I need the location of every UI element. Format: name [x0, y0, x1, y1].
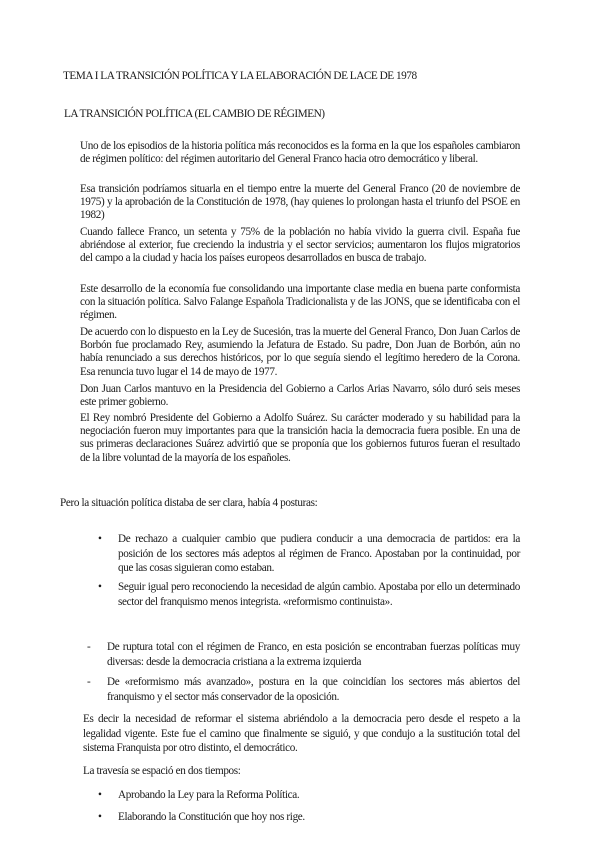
dash-marker: - [87, 641, 91, 653]
conclusion-paragraph: Es decir la necesidad de reformar el sistema abriéndolo a la democracia pero desde el respeto a la legalidad vigente. Este fue el camino que finalmente se siguió, y que condujo a la sustitución total del sistema Franquista por otro distinto, el democrático. [83, 713, 520, 755]
paragraph: Uno de los episodios de la historia política más reconocidos es la forma en la que los españoles cambiaron de régimen político: del régimen autoritario del General Franco hacia otro democrático y liberal. [80, 140, 520, 166]
list-item [87, 675, 520, 704]
paragraph: Cuando fallece Franco, un setenta y 75% de la población no había vivido la guerra civil. España fue abriéndose al exterior, fue creciendo la industria y el sector servicios; aumentaron los flujos migratorios del campo a la ciudad y hacia los países europeos desarrollados en busca de trabajo. [80, 226, 520, 265]
bullet-marker: • [98, 811, 102, 823]
postures-intro: Pero la situación política distaba de ser clara, había 4 posturas: [60, 497, 318, 509]
paragraph: De acuerdo con lo dispuesto en la Ley de Sucesión, tras la muerte del General Franco, Don Juan Carlos de Borbón fue proclamado Rey, asumiendo la Jefatura de Estado. Su padre, Don Juan de Borbón, aún no había renunciado a sus derechos históricos, por lo que seguía siendo el legítimo heredero de la Corona. Esa renuncia tuvo lugar el 14 de mayo de 1977. [80, 326, 520, 378]
list-item-text: Aprobando la Ley para la Reforma Política. [118, 789, 300, 801]
bullet-marker: • [98, 533, 102, 545]
section-heading: LA TRANSICIÓN POLÍTICA (EL CAMBIO DE RÉGIMEN) [64, 108, 325, 120]
list-item-text: De ruptura total con el régimen de Franco, en esta posición se encontraban fuerzas políticas muy diversas: desde la democracia cristiana a la extrema izquierda [107, 641, 520, 668]
paragraph: Este desarrollo de la economía fue consolidando una importante clase media en buena parte conformista con la situación política. Salvo Falange Española Tradicionalista y de las JONS, que se identificaba con el régimen. [80, 283, 520, 322]
list-item-text: Elaborando la Constitución que hoy nos rige. [118, 811, 305, 823]
list-item [98, 532, 520, 576]
paragraph: El Rey nombró Presidente del Gobierno a Adolfo Suárez. Su carácter moderado y su habilidad para la negociación fueron muy importantes para que la transición hacia la democracia fuera posible. En una de sus primeras declaraciones Suárez advirtió que se proponía que los gobiernos futuros fueran el resultado de la libre voluntad de la mayoría de los españoles. [80, 412, 520, 464]
travesia-line: La travesía se espació en dos tiempos: [83, 765, 241, 777]
list-item-text: De «reformismo más avanzado», postura en la que coincidían los sectores más abiertos del franquismo y el sector más conservador de la oposición. [107, 676, 520, 703]
list-item [98, 788, 520, 803]
document-title: TEMA I LA TRANSICIÓN POLÍTICA Y LA ELABORACIÓN DE LACE DE 1978 [63, 70, 417, 82]
paragraph: Don Juan Carlos mantuvo en la Presidencia del Gobierno a Carlos Arias Navarro, sólo duró seis meses este primer gobierno. [80, 383, 520, 409]
list-item-text: De rechazo a cualquier cambio que pudiera conducir a una democracia de partidos: era la posición de los sectores más adeptos al régimen de Franco. Apostaban por la continuidad, por que las cosas siguieran como estaban. [118, 533, 520, 575]
list-item [98, 580, 520, 609]
dash-marker: - [87, 676, 91, 688]
list-item [87, 640, 520, 669]
bullet-marker: • [98, 789, 102, 801]
list-item-text: Seguir igual pero reconociendo la necesidad de algún cambio. Apostaba por ello un determinado sector del franquismo menos integrista. «reformismo continuista». [118, 581, 520, 608]
bullet-marker: • [98, 581, 102, 593]
paragraph: Esa transición podríamos situarla en el tiempo entre la muerte del General Franco (20 de noviembre de 1975) y la aprobación de la Constitución de 1978, (hay quienes lo prolongan hasta el triunfo del PSOE en 1982) [80, 183, 520, 222]
list-item [98, 810, 520, 825]
